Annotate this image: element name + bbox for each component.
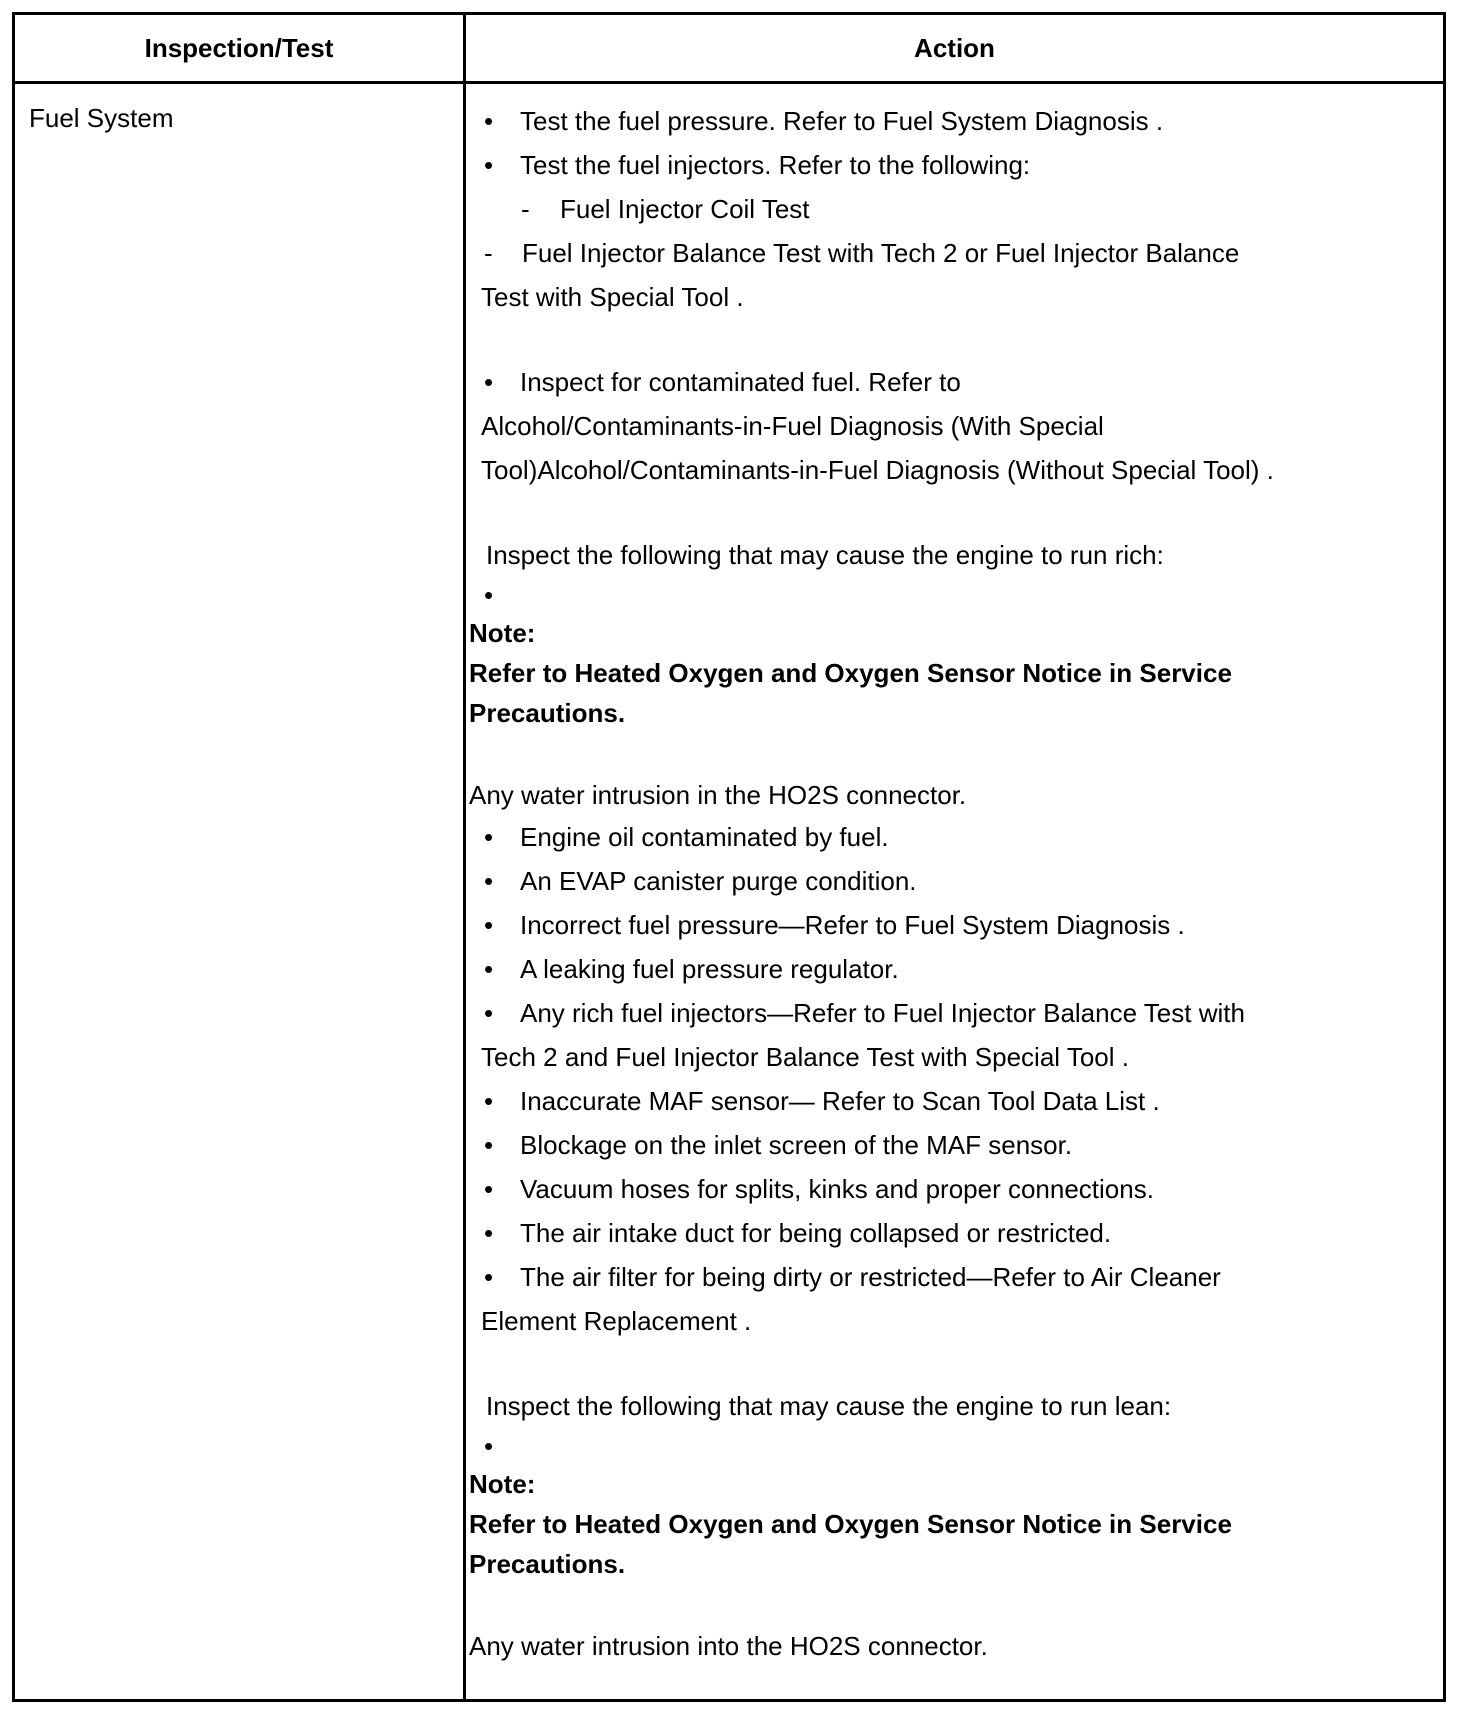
list-item-text: Engine oil contaminated by fuel. [520, 822, 889, 852]
list-item-text: Inspect for contaminated fuel. Refer to [520, 367, 961, 397]
header-action: Action [914, 33, 995, 63]
paragraph: Any water intrusion into the HO2S connector. [469, 1631, 988, 1661]
bullet: • [484, 367, 494, 397]
bullet: • [484, 910, 494, 940]
dash: - [484, 238, 493, 268]
note-text: Refer to Heated Oxygen and Oxygen Sensor Notice in Service [469, 658, 1232, 688]
section-intro: Inspect the following that may cause the engine to run lean: [486, 1391, 1172, 1421]
bullet: • [484, 866, 494, 896]
list-item [466, 1428, 1423, 1464]
bullet: • [484, 1431, 494, 1461]
list-item-text: Blockage on the inlet screen of the MAF sensor. [520, 1130, 1073, 1160]
bullet: • [484, 150, 494, 180]
note-text: Refer to Heated Oxygen and Oxygen Sensor Notice in Service [469, 1509, 1232, 1539]
list-item [466, 903, 1423, 947]
list-item [466, 947, 1423, 991]
list-item [466, 1211, 1423, 1255]
list-item [466, 1123, 1423, 1167]
list-item [466, 99, 1423, 143]
note-label: Note: [469, 1469, 536, 1499]
bullet: • [484, 954, 494, 984]
list-item [466, 1079, 1423, 1123]
list-item-text: Incorrect fuel pressure—Refer to Fuel System Diagnosis . [520, 910, 1185, 940]
action-cell [466, 99, 1423, 1666]
bullet: • [484, 1174, 494, 1204]
bullet: • [484, 106, 494, 136]
list-item-text: Test the fuel pressure. Refer to Fuel System Diagnosis . [520, 106, 1164, 136]
list-item [466, 143, 1423, 187]
list-item-text: Fuel Injector Coil Test [560, 194, 810, 224]
bullet: • [484, 1130, 494, 1160]
bullet: • [484, 1262, 494, 1292]
list-item [466, 1255, 1423, 1299]
note-text: Precautions. [469, 1549, 626, 1579]
header-divider [15, 81, 1443, 84]
bullet: • [484, 1218, 494, 1248]
header-inspection-test: Inspection/Test [144, 33, 334, 63]
list-item-text: The air intake duct for being collapsed or restricted. [520, 1218, 1112, 1248]
sub-list-item [466, 231, 1423, 275]
list-item-text: Test the fuel injectors. Refer to the following: [520, 150, 1031, 180]
section-intro: Inspect the following that may cause the engine to run rich: [486, 540, 1164, 570]
list-item [466, 577, 1423, 613]
list-item-text: Any rich fuel injectors—Refer to Fuel Injector Balance Test with [520, 998, 1245, 1028]
list-item-continuation: Tech 2 and Fuel Injector Balance Test with Special Tool . [481, 1042, 1129, 1072]
list-item-continuation: Element Replacement . [481, 1306, 752, 1336]
sub-list-item [466, 187, 1423, 231]
bullet: • [484, 580, 494, 610]
note-text: Precautions. [469, 698, 626, 728]
list-item [466, 1167, 1423, 1211]
dash: - [521, 194, 530, 224]
list-item-continuation: Alcohol/Contaminants-in-Fuel Diagnosis (With Special [481, 411, 1104, 441]
list-item-text: Fuel Injector Balance Test with Tech 2 or Fuel Injector Balance [522, 238, 1240, 268]
list-item-text: An EVAP canister purge condition. [520, 866, 917, 896]
list-item [466, 991, 1423, 1035]
paragraph: Any water intrusion in the HO2S connector. [469, 780, 967, 810]
bullet: • [484, 998, 494, 1028]
list-item-text: Inaccurate MAF sensor— Refer to Scan Tool Data List . [520, 1086, 1160, 1116]
list-item-continuation: Tool)Alcohol/Contaminants-in-Fuel Diagnosis (Without Special Tool) . [481, 455, 1274, 485]
bullet: • [484, 822, 494, 852]
bullet: • [484, 1086, 494, 1116]
inspection-cell: Fuel System [29, 103, 174, 133]
list-item-text: The air filter for being dirty or restricted—Refer to Air Cleaner [520, 1262, 1221, 1292]
list-item-continuation: Test with Special Tool . [481, 282, 744, 312]
list-item-text: Vacuum hoses for splits, kinks and proper connections. [520, 1174, 1154, 1204]
list-item-text: A leaking fuel pressure regulator. [520, 954, 899, 984]
list-item [466, 815, 1423, 859]
list-item [466, 859, 1423, 903]
list-item [466, 360, 1423, 404]
diagnostic-table [12, 12, 1446, 1702]
note-label: Note: [469, 618, 536, 648]
